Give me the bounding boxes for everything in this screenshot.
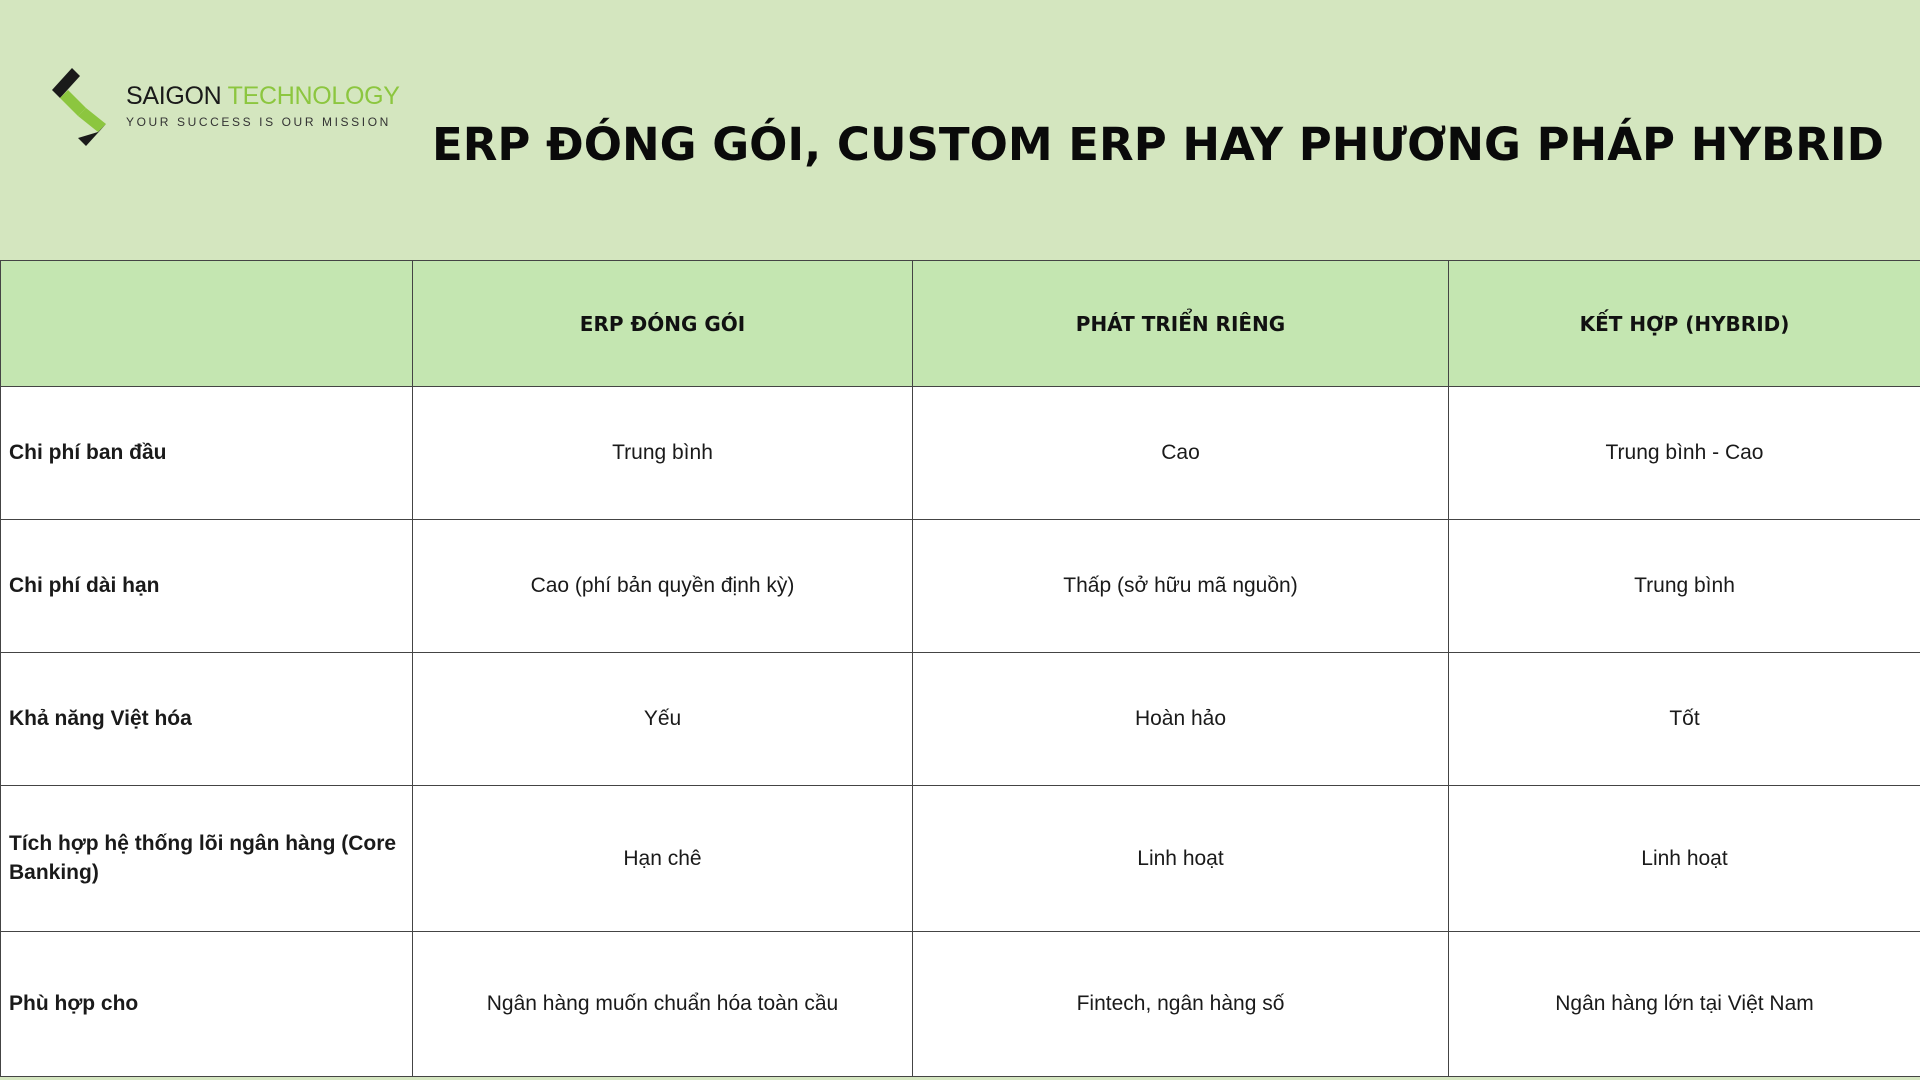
table-row <box>1 520 1920 653</box>
table-cell: Trung bình <box>1449 520 1920 653</box>
table-header-row <box>1 261 1920 387</box>
company-logo <box>50 68 400 148</box>
table-cell: Cao (phí bản quyền định kỳ) <box>413 520 913 653</box>
logo-text <box>126 84 400 129</box>
table-cell: Linh hoạt <box>1449 786 1920 932</box>
table-cell: Hạn chê <box>413 786 913 932</box>
table-cell: Ngân hàng lớn tại Việt Nam <box>1449 932 1920 1077</box>
table-row <box>1 653 1920 786</box>
table-row <box>1 932 1920 1077</box>
logo-tagline: YOUR SUCCESS IS OUR MISSION <box>126 115 391 129</box>
row-label: Chi phí ban đầu <box>1 387 413 520</box>
slide-header <box>0 0 1920 260</box>
row-label: Phù hợp cho <box>1 932 413 1077</box>
logo-name-part2: TECHNOLOGY <box>227 82 400 110</box>
table-cell: Ngân hàng muốn chuẩn hóa toàn cầu <box>413 932 913 1077</box>
row-label: Khả năng Việt hóa <box>1 653 413 786</box>
table-cell: Cao <box>913 387 1449 520</box>
table-cell: Thấp (sở hữu mã nguồn) <box>913 520 1449 653</box>
logo-name <box>126 84 400 109</box>
logo-name-part1: SAIGON <box>126 82 228 110</box>
header-cell-custom-development: PHÁT TRIỂN RIÊNG <box>913 261 1449 387</box>
row-label: Tích hợp hệ thống lõi ngân hàng (Core Banking) <box>1 786 413 932</box>
header-cell-hybrid: KẾT HỢP (HYBRID) <box>1449 261 1920 387</box>
table-row <box>1 786 1920 932</box>
page-title: ERP ĐÓNG GÓI, CUSTOM ERP HAY PHƯƠNG PHÁP HYBRID <box>431 118 1884 171</box>
header-cell-empty <box>1 261 413 387</box>
table-cell: Trung bình - Cao <box>1449 387 1920 520</box>
comparison-table <box>0 260 1920 1077</box>
table-cell: Hoàn hảo <box>913 653 1449 786</box>
table-cell: Trung bình <box>413 387 913 520</box>
table-cell: Tốt <box>1449 653 1920 786</box>
header-cell-packaged-erp: ERP ĐÓNG GÓI <box>413 261 913 387</box>
row-label: Chi phí dài hạn <box>1 520 413 653</box>
table-row <box>1 387 1920 520</box>
table-cell: Linh hoạt <box>913 786 1449 932</box>
table-cell: Fintech, ngân hàng số <box>913 932 1449 1077</box>
saigon-technology-mark-icon <box>50 68 108 148</box>
table-cell: Yếu <box>413 653 913 786</box>
